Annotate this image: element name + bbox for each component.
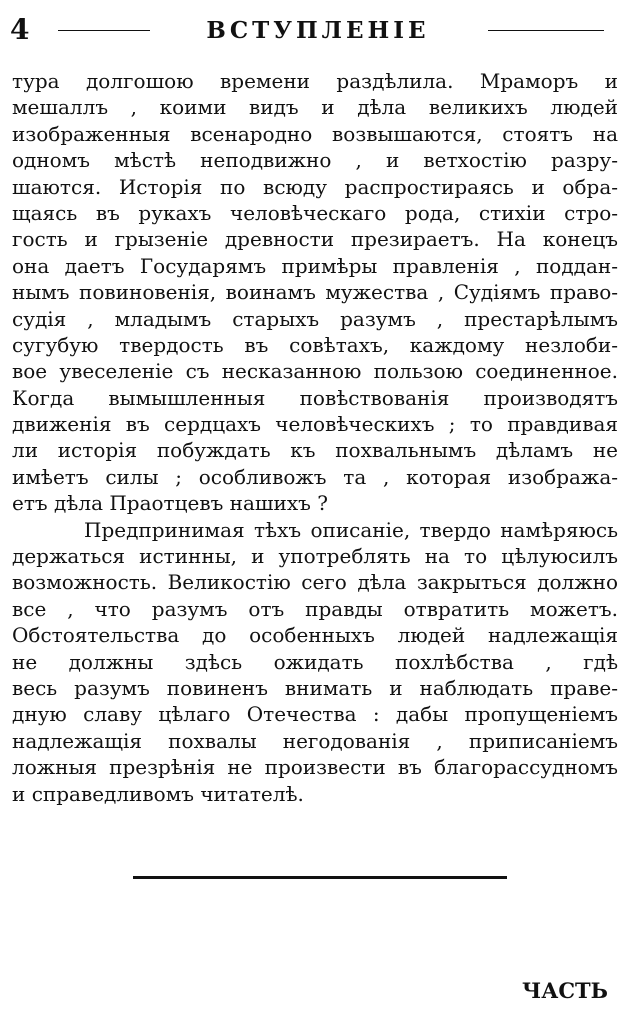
text-line: ложныя презрѣнiя не произвести въ благорассудномъ [12,755,618,780]
text-line: нымъ повиновенiя, воинамъ мужества , Судiямъ право- [12,280,618,305]
text-line: одномъ мѣстѣ неподвижно , и ветхостiю разру- [12,148,618,173]
section-end-rule [133,876,507,879]
text-line: дную славу цѣлаго Отечества : дабы пропущенiемъ [12,702,618,727]
text-line: надлежащiя похвалы негодованiя , приписанiемъ [12,728,618,753]
header-rule-right [488,30,604,31]
text-line: возможность. Великостiю сего дѣла закрыться должно [12,570,618,595]
running-head: ВСТУПЛЕНIЕ [206,17,430,44]
text-line: судiя , младымъ старыхъ разумъ , престарѣлымъ [12,306,618,331]
text-line: держаться истинны, и употреблять на то цѣлуюсилъ [12,544,618,569]
text-line: мешаллъ , коими видъ и дѣла великихъ людей [12,95,618,120]
text-line: Когда вымышленныя повѣствованiя производятъ [12,385,618,410]
text-line: етъ дѣла Праотцевъ нашихъ ? [12,491,328,516]
text-line: и справедливомъ читателѣ. [12,781,304,806]
paragraph-1 [12,68,618,517]
text-line: весь разумъ повиненъ внимать и наблюдать праве- [12,675,618,700]
text-line: она даетъ Государямъ примѣры правленiя , поддан- [12,253,618,278]
body-text [12,68,618,807]
text-line: Предпринимая тѣхъ описанiе, твердо намѣряюсь [84,517,618,542]
page-number: 4 [10,13,30,46]
text-line: движенiя въ сердцахъ человѣческихъ ; то правдивая [12,412,618,437]
text-line: изображенныя всенародно возвышаются, стоятъ на [12,121,618,146]
text-line: имѣетъ силы ; особливожъ та , которая изобража- [12,464,618,489]
paragraph-2 [12,517,618,807]
text-line: сугубую твердость въ совѣтахъ, каждому незлоби- [12,332,618,357]
text-line: шаются. Исторiя по всюду распростираясь и обра- [12,174,618,199]
text-line: Обстоятельства до особенныхъ людей надлежащiя [12,623,618,648]
text-line: вое увеселенiе съ несказанною пользою соединенное. [12,359,618,384]
text-line: тура долгошою времени раздѣлила. Мраморъ и [12,69,618,93]
text-line: все , что разумъ отъ правды отвратить можетъ. [12,596,618,621]
text-line: не должны здѣсь ожидать похлѣбства , гдѣ [12,649,618,674]
text-line: щаясь въ рукахъ человѣческаго рода, стихiи стро- [12,200,618,225]
text-line: ли исторiя побуждать къ похвальнымъ дѣламъ не [12,438,618,463]
text-line: гость и грызенiе древности презираетъ. На конецъ [12,227,618,252]
catchword: ЧАСТЬ [522,978,608,1003]
